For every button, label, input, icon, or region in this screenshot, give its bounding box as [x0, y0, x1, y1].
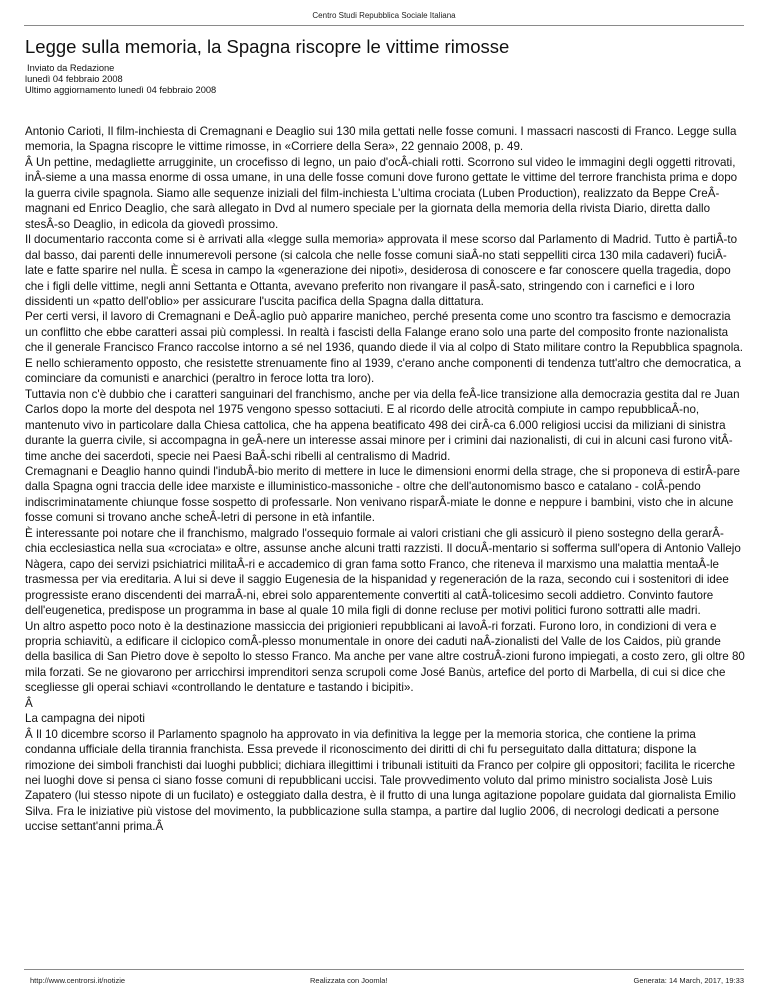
article-paragraph: Tuttavia non c'è dubbio che i caratteri sanguinari del franchismo, anche per via della feÂ-lice transizione alla democrazia gestita dal re Juan Carlos dopo la morte del despota nel 1975 vengono spesso sottaciuti. E al ricordo delle atrocità compiute in campo repubblicaÂ-no, mantenuto vivo in particolare dalla Chiesa cattolica, che ha appena beatificato 498 dei cirÂ-ca 6.000 religiosi uccisi da miliziani di sinistra durante la guerra civile, si accompagna in geÂ-nere un interesse assai minore per i crimini dai nazionalisti, di cui in alcuni casi furono vitÂ-time anche dei sacerdoti, specie nei Paesi BaÂ-schi ribelli al centralismo di Madrid.: [25, 387, 740, 463]
site-header: Centro Studi Repubblica Sociale Italiana: [312, 11, 456, 20]
article-paragraph: Â: [25, 696, 33, 710]
footer-credit: Realizzata con Joomla!: [310, 976, 388, 985]
article-paragraph: Cremagnani e Deaglio hanno quindi l'indubÂ-bio merito di mettere in luce le dimensioni enormi della strage, che si proponeva di estirÂ-pare dalla Spagna ogni traccia delle idee marxiste e illuministico-massoniche - oltre che dell'autonomismo basco e catalano - colÂ-pendo indiscriminatamente chiunque fosse sospetto di professarle. Non venivano risparÂ-miate le donne e neppure i bambini, visto che in alcune fosse comuni si trovano anche scheÂ-letri di persone in età infantile.: [25, 464, 740, 525]
article-paragraph: È interessante poi notare che il franchismo, malgrado l'ossequio formale ai valori cristiani che gli assicurò il pieno sostegno della gerarÂ-chia ecclesiastica nella sua «crociata» e oltre, assunse anche alcuni tratti razzisti. Il docuÂ-mentario si sofferma sull'opera di Antonio Vallejo Nàgera, capo dei servizi psichiatrici militaÂ-ri e accademico di gran fama sotto Franco, che riteneva il marxismo una malattia mentaÂ-le trasmessa per via ereditaria. A lui si deve il saggio Eugenesia de la hispanidad y regeneración de la raza, secondo cui i sostenitori di idee progressiste erano discendenti dei marraÂ-ni, ebrei solo apparentemente convertiti al catÂ-tolicesimo secoli addietro. Convinto fautore dell'eugenetica, predispose un programma in base al quale 10 mila figli di donne recluse per motivi politici furono sottratti alle madri.: [25, 526, 741, 618]
article-title: Legge sulla memoria, la Spagna riscopre le vittime rimosse: [25, 36, 510, 57]
footer-divider: [24, 969, 744, 970]
article-date: lunedì 04 febbraio 2008: [25, 74, 123, 84]
article-paragraph: Un altro aspetto poco noto è la destinazione massiccia dei prigionieri repubblicani ai lavoÂ-ri forzati. Furono loro, in condizioni di vera e propria schiavitù, a edificare il ciclopico comÂ-plesso monumentale in onore dei caduti naÂ-zionalisti del Valle de los Caidos, più grande della basilica di San Pietro dove è sepolto lo stesso Franco. Ma anche per vane altre costruÂ-zioni furono impiegati, a costo zero, gli oltre 80 mila forzati. Se ne giovarono per arricchirsi imprenditori senza scrupoli come José Banùs, artefice del porto di Marbella, di cui si dice che scegliesse gli operai schiavi «controllando le dentature e tastando i bicipiti».: [25, 619, 745, 695]
article-author: Inviato da Redazione: [27, 63, 115, 73]
section-heading: La campagna dei nipoti: [25, 712, 145, 726]
article-updated: Ultimo aggiornamento lunedì 04 febbraio 2008: [25, 85, 217, 95]
footer-generated: Generata: 14 March, 2017, 19:33: [633, 976, 744, 985]
article-paragraph: Â Un pettine, medagliette arrugginite, un crocefisso di legno, un paio d'ocÂ-chiali rotti. Scorrono sul video le immagini degli oggetti ritrovati, inÂ-sieme a una massa enorme di ossa umane, in una delle fosse comuni dove furono gettate le vittime del terrore franchista prima e dopo la guerra civile spagnola. Siamo alle sequenze iniziali del film-inchiesta L'ultima crociata (Luben Production), realizzato da Beppe CreÂ-magnani ed Enrico Deaglio, che sarà allegato in Dvd al numero speciale per la giornata della memoria della rivista Diario, diretta dallo stesÂ-so Deaglio, in edicola da giovedì prossimo.: [25, 155, 738, 231]
article-meta: [25, 63, 216, 96]
header-divider: [24, 25, 744, 26]
article-paragraph: Il documentario racconta come si è arrivati alla «legge sulla memoria» approvata il mese scorso dal Parlamento di Madrid. Tutto è partiÂ-to dal basso, dai parenti delle innumerevoli persone (si calcola che nelle fosse comuni siaÂ-no stati seppelliti circa 130 mila cadaveri) fuciÂ-late e fatte sparire nel nulla. È scesa in campo la «generazione dei nipoti», desiderosa di conoscere e far conoscere quella tragedia, dopo che i figli delle vittime, negli anni Settanta e Ottanta, avevano preferito non rivangare il pasÂ-sato, stringendo con i carnefici e i loro dissidenti un «patto dell'oblio» per assicurare l'uscita pacifica della Spagna dalla dittatura.: [25, 233, 738, 308]
article-paragraph: Antonio Carioti, Il film-inchiesta di Cremagnani e Deaglio sui 130 mila gettati nelle fosse comuni. I massacri nascosti di Franco. Legge sulla memoria, la Spagna riscopre le vittime rimosse, in «Corriere della Sera», 22 gennaio 2008, p. 49.: [25, 125, 737, 154]
article-paragraph: Â Il 10 dicembre scorso il Parlamento spagnolo ha approvato in via definitiva la legge per la memoria storica, che contiene la prima condanna ufficiale della tirannia franchista. Essa prevede il riconoscimento dei diritti di chi fu perseguitato dalla dittatura; dispone la rimozione dei simboli franchisti dai luoghi pubblici; dichiara illegittimi i tribunali istituiti da Franco per colpire gli oppositori; facilita le ricerche nei luoghi dove si pensa ci siano fosse comuni di repubblicani uccisi. Tale provvedimento voluto dal primo ministro socialista Josè Luis Zapatero (lui stesso nipote di un fucilato) e osteggiato dalla destra, è il frutto di una lunga agitazione popolare guidata dal giornalista Emilio Silva. Fra le iniziative più vistose del movimento, la pubblicazione sulla stampa, a partire dal luglio 2006, di necrologi dedicati a persone uccise settant'anni prima.Â: [25, 727, 736, 834]
article-paragraph: Per certi versi, il lavoro di Cremagnani e DeÂ-aglio può apparire manicheo, perché presenta come uno scontro tra fascismo e democrazia un conflitto che ebbe caratteri assai più complessi. In realtà i fascisti della Falange erano solo una parte del composito fronte nazionalista che il generale Francisco Franco raccolse intorno a sé nel 1936, quando diede il via al colpo di Stato militare contro la Repubblica spagnola. E nello schieramento opposto, che resistette strenuamente fino al 1939, c'erano anche componenti di tendenza tutt'altro che democratica, a cominciare da comunisti e anarchici (peraltro in feroce lotta tra loro).: [25, 310, 743, 386]
footer-url: http://www.centrorsi.it/notizie: [30, 976, 126, 985]
article-body: [25, 124, 745, 835]
